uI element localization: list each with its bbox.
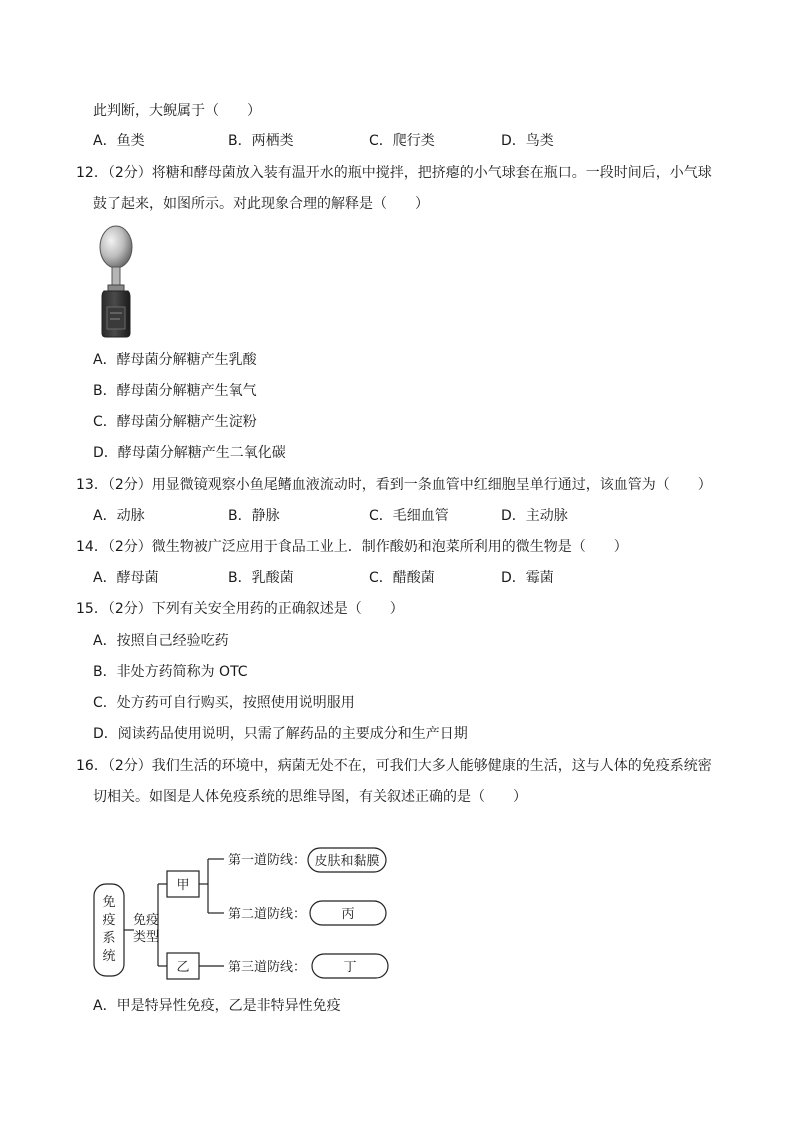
q16-stem-line2: 切相关。如图是人体免疫系统的思维导图，有关叙述正确的是（ ） [93, 789, 527, 805]
balloon [100, 226, 132, 268]
q13-option-b: B．静脉 [228, 508, 280, 524]
q12-option-a: A．酵母菌分解糖产生乳酸 [93, 352, 257, 368]
bottle-label [107, 307, 125, 329]
second-line-label: 第二道防线： [228, 907, 307, 922]
q15-option-a: A．按照自己经验吃药 [93, 633, 229, 649]
q11-option-c: C．爬行类 [369, 133, 435, 149]
first-line-content: 皮肤和黏膜 [314, 854, 380, 869]
type-label-line2: 类型 [132, 930, 160, 945]
q13-option-a: A．动脉 [93, 508, 145, 524]
jia-label: 甲 [176, 878, 190, 893]
yi-label: 乙 [176, 960, 190, 975]
q14-option-a: A．酵母菌 [93, 570, 159, 586]
q15-option-b: B．非处方药简称为 OTC [93, 664, 248, 680]
bing-label: 丙 [341, 907, 355, 922]
q13-option-d: D．主动脉 [501, 508, 568, 524]
immune-system-mind-map [88, 840, 398, 988]
q15-option-d: D．阅读药品使用说明，只需了解药品的主要成分和生产日期 [93, 726, 468, 742]
q14-option-c: C．醋酸菌 [369, 570, 435, 586]
system-char-1: 免 [102, 895, 116, 910]
q11-text: 此判断，大鲵属于（ ） [93, 103, 261, 119]
q12-stem-line1: 12．（2分）将糖和酵母菌放入装有温开水的瓶中搅拌，把挤瘪的小气球套在瓶口。一段时间后，小气球 [76, 165, 712, 181]
q12-option-c: C．酵母菌分解糖产生淀粉 [93, 414, 257, 430]
q11-option-d: D．鸟类 [501, 133, 554, 149]
ding-label: 丁 [343, 960, 357, 975]
bottle-mouth [108, 285, 124, 291]
q11-option-a: A．鱼类 [93, 133, 145, 149]
third-line-label: 第三道防线： [228, 960, 307, 975]
system-char-2: 疫 [102, 913, 116, 928]
q15-stem: 15．（2分）下列有关安全用药的正确叙述是（ ） [76, 601, 404, 617]
q14-option-b: B．乳酸菌 [228, 570, 294, 586]
q12-option-b: B．酵母菌分解糖产生氧气 [93, 383, 257, 399]
q14-stem: 14．（2分）微生物被广泛应用于食品工业上．制作酸奶和泡菜所利用的微生物是（ ） [76, 539, 628, 555]
q16-stem-line1: 16．（2分）我们生活的环境中，病菌无处不在，可我们大多人能够健康的生活，这与人体的免疫系统密 [76, 758, 712, 774]
q12-option-d: D．酵母菌分解糖产生二氧化碳 [93, 445, 286, 461]
type-label-line1: 免疫 [132, 913, 160, 928]
first-line-label: 第一道防线： [228, 853, 307, 868]
q13-option-c: C．毛细血管 [369, 508, 449, 524]
q13-stem: 13．（2分）用显微镜观察小鱼尾鳍血液流动时，看到一条血管中红细胞呈单行通过，该血管为（ ） [76, 477, 712, 493]
balloon-bottle-figure [90, 223, 150, 341]
system-char-3: 系 [102, 931, 116, 946]
q15-option-c: C．处方药可自行购买，按照使用说明服用 [93, 695, 355, 711]
q12-stem-line2: 鼓了起来，如图所示。对此现象合理的解释是（ ） [93, 196, 429, 212]
q14-option-d: D．霉菌 [501, 570, 554, 586]
q11-option-b: B．两栖类 [228, 133, 294, 149]
system-char-4: 统 [102, 949, 116, 964]
balloon-neck [112, 267, 120, 287]
q16-option-a: A．甲是特异性免疫，乙是非特异性免疫 [93, 998, 341, 1014]
